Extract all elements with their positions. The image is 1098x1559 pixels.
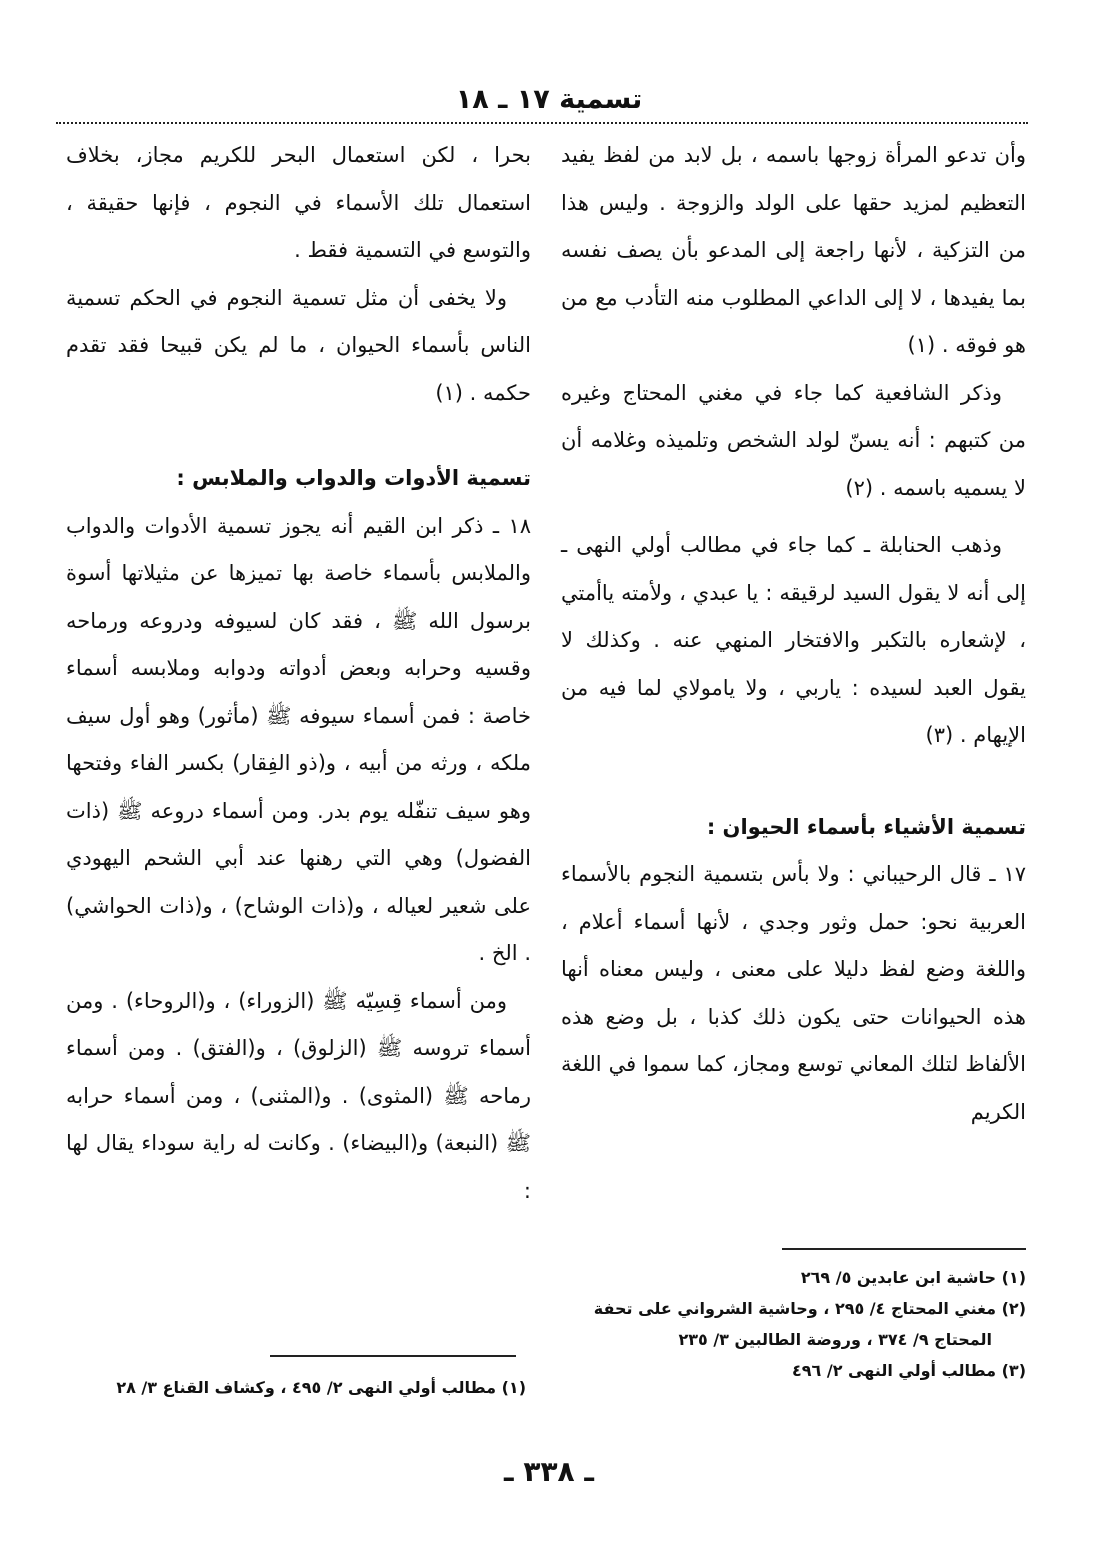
left-paragraph-3: ١٨ ـ ذكر ابن القيم أنه يجوز تسمية الأدوات والدواب والملابس بأسماء خاصة بها تميزها عن مثيلاتها أسوة برسول الله ﷺ ، فقد كان لسيوفه ودروعه ورماحه وقسيه وحرابه وبعض أدواته ودوابه وملابسه أسماء خاصة : فمن أسماء سيوفه ﷺ (مأثور) وهو أول سيف ملكه ، ورثه من أبيه ، و(ذو الفِقار) بكسر الفاء وفتحها وهو سيف تنفّله يوم بدر. ومن أسماء دروعه ﷺ (ذات الفضول) وهي التي رهنها عند أبي الشحم اليهودي على شعير لعياله ، و(ذات الوشاح) ، و(ذات الحواشي) . الخ . [66,513,531,965]
section-heading-tools-names: تسمية الأدوات والدواب والملابس : [176,466,531,490]
spacer [66,417,531,443]
footnote-right-2: (٢) مغني المحتاج ٤/ ٢٩٥ ، وحاشية الشرواني على تحفة [593,1299,1026,1318]
spacer [561,760,1026,786]
left-column [66,132,531,1215]
right-paragraph-2: وذكر الشافعية كما جاء في مغني المحتاج وغيره من كتبهم : أنه يسنّ لولد الشخص وتلميذه وغلامه أن لا يسميه باسمه . (٢) [561,380,1026,500]
footnote-right-2-continued: المحتاج ٩/ ٣٧٤ ، وروضة الطالبين ٣/ ٢٣٥ [678,1330,992,1349]
left-paragraph-4: ومن أسماء قِسِيّه ﷺ (الزوراء) ، و(الروحاء) . ومن أسماء تروسه ﷺ (الزلوق) ، و(الفتق) . ومن أسماء رماحه ﷺ (المثوى) . و(المثنى) ، ومن أسماء حرابه ﷺ (النبعة) و(البيضاء) . وكانت له راية سوداء يقال لها : [66,988,531,1203]
right-paragraph-4: ١٧ ـ قال الرحيباني : ولا بأس بتسمية النجوم بالأسماء العربية نحو: حمل وثور وجدي ، لأنها أسماء أعلام ، واللغة وضع لفظ دليلا على معنى ، وليس معناه أنها هذه الحيوانات حتى يكون ذلك كذبا ، بل وضع هذه الألفاظ لتلك المعاني توسع ومجاز، كما سموا في اللغة الكريم [561,862,1026,1124]
header-dotted-divider [56,122,1028,124]
footnote-right-3: (٣) مطالب أولي النهى ٢/ ٤٩٦ [792,1361,1026,1380]
right-paragraph-3: وذهب الحنابلة ـ كما جاء في مطالب أولي النهى ـ إلى أنه لا يقول السيد لرقيقه : يا عبدي ، ولأمته ياأمتي ، لإشعاره بالتكبر والافتخار المنهي عنه . وكذلك لا يقول العبد لسيده : ياربي ، ولا يامولاي لما فيه من الإيهام . (٣) [561,533,1026,747]
spacer [66,443,531,455]
right-footnote-divider [782,1248,1026,1250]
footnote-left-1: (١) مطالب أولي النهى ٢/ ٤٩٥ ، وكشاف القناع ٣/ ٢٨ [116,1378,526,1397]
left-footnotes [66,1372,526,1403]
right-footnotes [556,1262,1026,1386]
spacer [561,786,1026,804]
section-heading-animal-names: تسمية الأشياء بأسماء الحيوان : [706,814,1026,839]
right-paragraph-1: وأن تدعو المرأة زوجها باسمه ، بل لابد من لفظ يفيد التعظيم لمزيد حقها على الولد والزوجة . وليس هذا من التزكية ، لأنها راجعة إلى المدعو بأن يصف نفسه بما يفيدها ، لا إلى الداعي المطلوب منه التأدب مع من هو فوقه . (١) [561,143,1026,357]
page-number: ـ ٣٣٨ ـ [504,1455,594,1488]
page-header-title: تسمية ١٧ ـ ١٨ [455,84,643,115]
left-paragraph-1: بحرا ، لكن استعمال البحر للكريم مجاز، بخلاف استعمال تلك الأسماء في النجوم ، فإنها حقيقة ، والتوسع في التسمية فقط . [66,143,531,262]
spacer [561,512,1026,522]
footnote-right-1: (١) حاشية ابن عابدين ٥/ ٢٦٩ [800,1268,1026,1287]
right-column [561,132,1026,1136]
left-footnote-divider [270,1355,516,1357]
left-paragraph-2: ولا يخفى أن مثل تسمية النجوم في الحكم تسمية الناس بأسماء الحيوان ، ما لم يكن قبيحا فقد تقدم حكمه . (١) [66,285,531,405]
